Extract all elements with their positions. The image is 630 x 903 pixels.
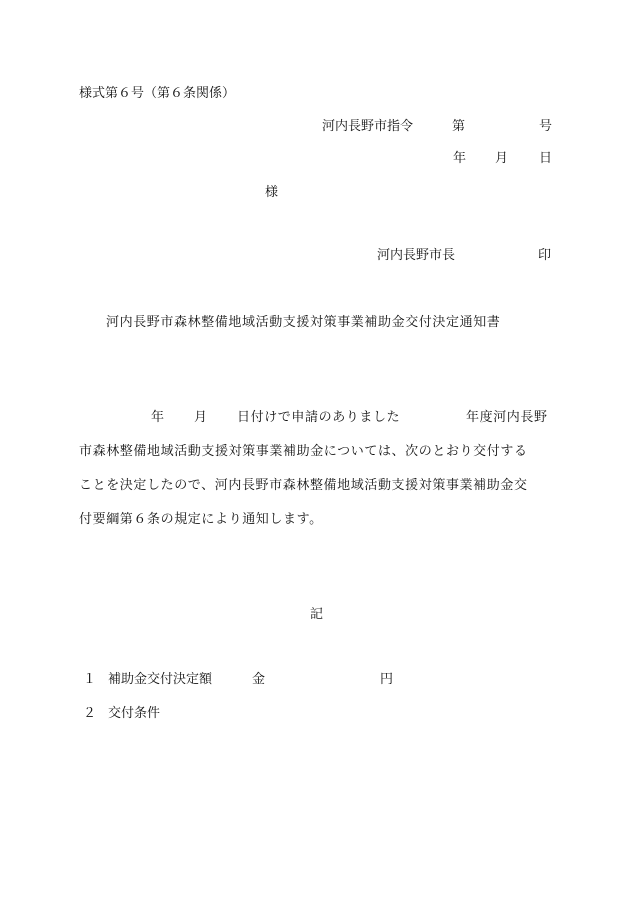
- date-day-label: 日: [539, 151, 553, 166]
- reference-dai: 第: [452, 119, 466, 134]
- body-month-label: 月: [194, 410, 208, 425]
- body-line1-text-a: 日付けで申請のありました: [237, 410, 401, 425]
- date-month-label: 月: [495, 151, 509, 166]
- item-number: ２: [83, 706, 97, 721]
- body-line4: 付要綱第６条の規定により通知します。: [79, 512, 323, 527]
- item-label: 補助金交付決定額: [108, 672, 213, 687]
- addressee-honorific: 様: [265, 185, 279, 200]
- ki-heading: 記: [310, 607, 324, 622]
- body-line2: 市森林整備地域活動支援対策事業補助金については、次のとおり交付する: [79, 444, 528, 459]
- amount-yen: 円: [380, 672, 394, 687]
- item-label: 交付条件: [108, 706, 161, 721]
- item-number: １: [83, 672, 97, 687]
- amount-kin: 金: [252, 672, 266, 687]
- date-year-label: 年: [453, 151, 467, 166]
- reference-go: 号: [539, 119, 553, 134]
- sender-title: 河内長野市長: [377, 248, 456, 263]
- body-line1-text-b: 年度河内長野: [466, 410, 548, 425]
- issuer-reference: 河内長野市指令: [322, 119, 414, 134]
- seal-mark: 印: [538, 248, 552, 263]
- body-line3: ことを決定したので、河内長野市森林整備地域活動支援対策事業補助金交: [79, 478, 528, 493]
- form-label: 様式第６号（第６条関係）: [79, 86, 236, 101]
- body-year-label: 年: [151, 410, 165, 425]
- document-title: 河内長野市森林整備地域活動支援対策事業補助金交付決定通知書: [106, 315, 501, 330]
